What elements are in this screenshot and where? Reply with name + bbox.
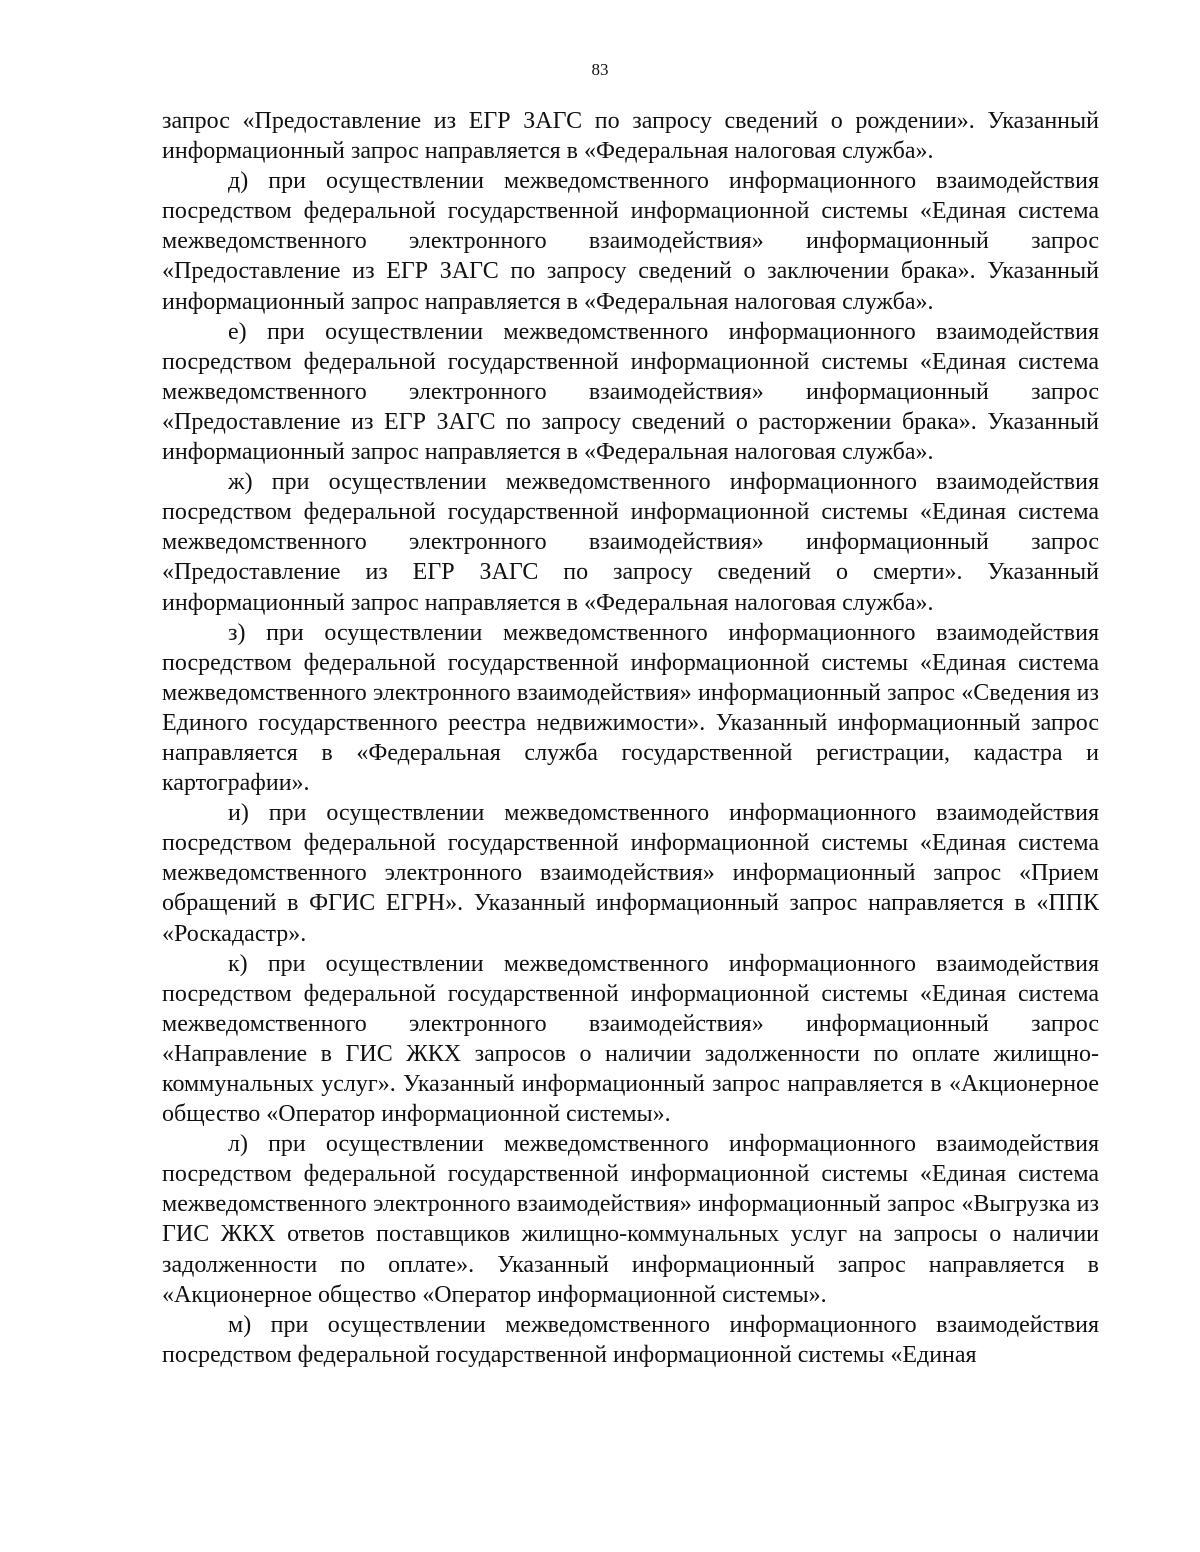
page-number: 83 [591, 60, 609, 79]
paragraph-item-i: и) при осуществлении межведомственного информационного взаимодействия посредством федеральной государственной информационной системы «Единая система межведомственного электронного взаимодействия» информационный запрос «Прием обращений в ФГИС ЕГРН». Указанный информационный запрос направляется в «ППК «Роскадастр». [162, 800, 1099, 947]
paragraph-item-d: д) при осуществлении межведомственного информационного взаимодействия посредством федеральной государственной информационной системы «Единая система межведомственного электронного взаимодействия» информационный запрос «Предоставление из ЕГР ЗАГС по запросу сведений о заключении брака». Указанный информационный запрос направляется в «Федеральная налоговая служба». [162, 168, 1099, 315]
paragraph-item-m: м) при осуществлении межведомственного информационного взаимодействия посредством федеральной государственной информационной системы «Единая [162, 1311, 1099, 1368]
paragraph-item-e: е) при осуществлении межведомственного информационного взаимодействия посредством федеральной государственной информационной системы «Единая система межведомственного электронного взаимодействия» информационный запрос «Предоставление из ЕГР ЗАГС по запросу сведений о расторжении брака». Указанный информационный запрос направляется в «Федеральная налоговая служба». [162, 318, 1099, 466]
paragraph-item-l: л) при осуществлении межведомственного информационного взаимодействия посредством федеральной государственной информационной системы «Единая система межведомственного электронного взаимодействия» информационный запрос «Выгрузка из ГИС ЖКХ ответов поставщиков жилищно-коммунальных услуг на запросы о наличии задолженности по оплате». Указанный информационный запрос направляется в «Акционерное общество «Оператор информационной системы». [162, 1131, 1099, 1308]
document-body [162, 106, 1099, 1370]
paragraph-item-zh: ж) при осуществлении межведомственного информационного взаимодействия посредством федеральной государственной информационной системы «Единая система межведомственного электронного взаимодействия» информационный запрос «Предоставление из ЕГР ЗАГС по запросу сведений о смерти». Указанный информационный запрос направляется в «Федеральная налоговая служба». [162, 469, 1099, 616]
paragraph-item-k: к) при осуществлении межведомственного информационного взаимодействия посредством федеральной государственной информационной системы «Единая система межведомственного электронного взаимодействия» информационный запрос «Направление в ГИС ЖКХ запросов о наличии задолженности по оплате жилищно-коммунальных услуг». Указанный информационный запрос направляется в «Акционерное общество «Оператор информационной системы». [162, 950, 1099, 1128]
paragraph-item-z: з) при осуществлении межведомственного информационного взаимодействия посредством федеральной государственной информационной системы «Единая система межведомственного электронного взаимодействия» информационный запрос «Сведения из Единого государственного реестра недвижимости». Указанный информационный запрос направляется в «Федеральная служба государственной регистрации, кадастра и картографии». [162, 619, 1099, 797]
paragraph-continuation: запрос «Предоставление из ЕГР ЗАГС по запросу сведений о рождении». Указанный информационный запрос направляется в «Федеральная налоговая служба». [162, 108, 1099, 165]
